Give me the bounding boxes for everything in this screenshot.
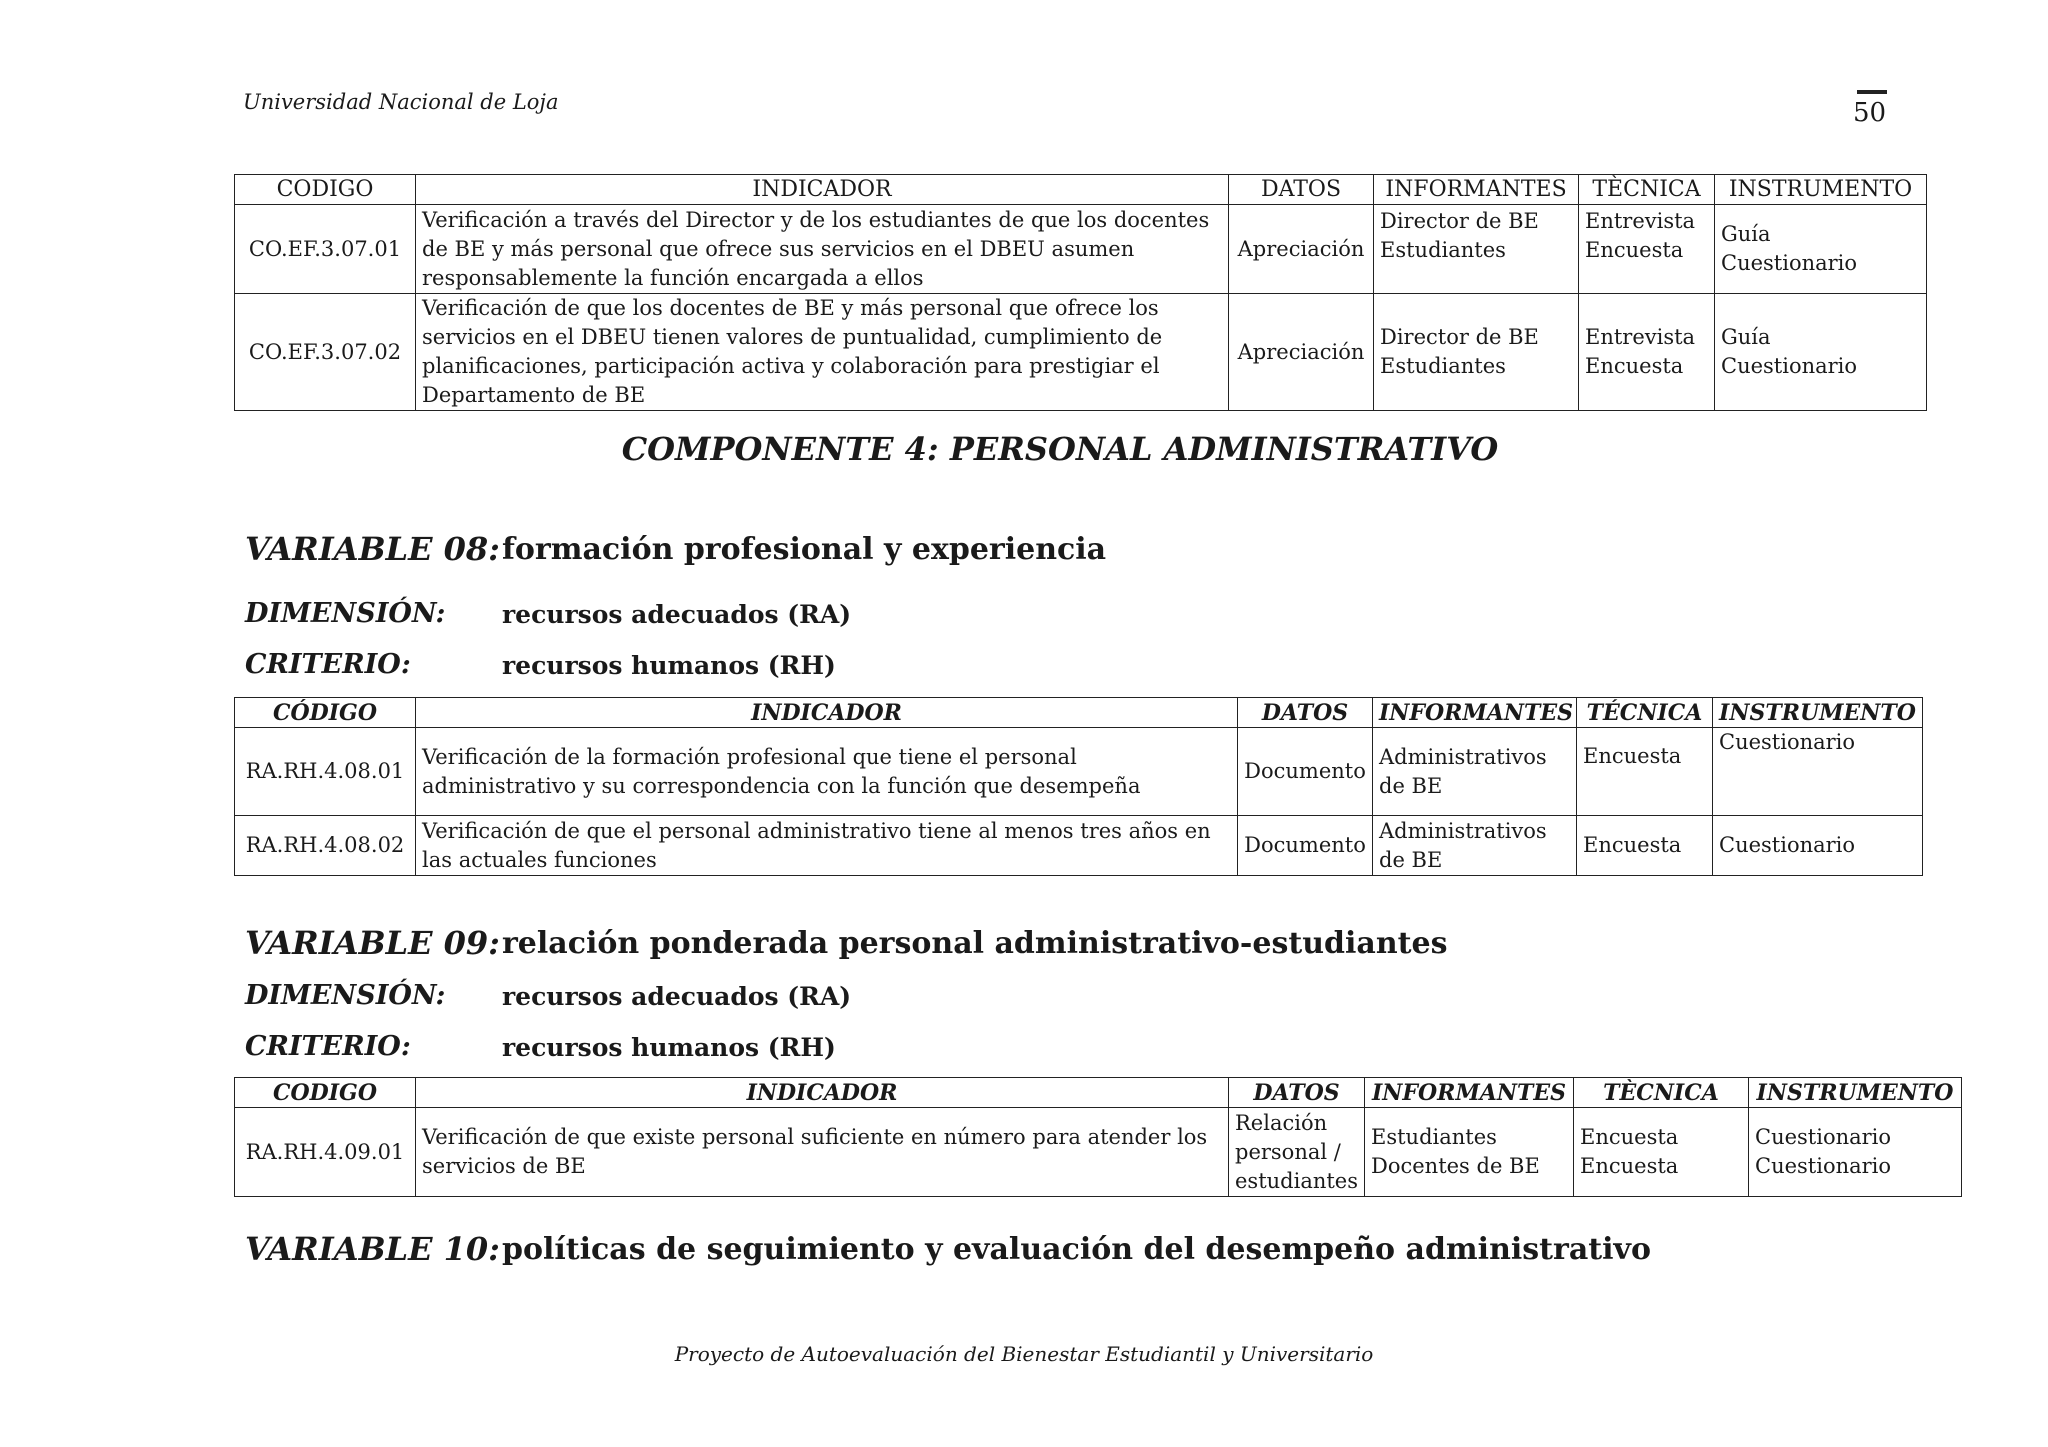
informante-line: Estudiantes — [1380, 238, 1506, 262]
table-component3-indicators — [234, 174, 1927, 411]
page-number: 50 — [1853, 98, 1887, 128]
col-header-indicador: INDICADOR — [416, 1078, 1229, 1108]
cell-datos: Documento — [1238, 816, 1373, 876]
col-header-codigo: CÓDIGO — [235, 698, 416, 728]
cell-informantes: Administrativos de BE — [1373, 816, 1577, 876]
variable-08-dimension-label: DIMENSIÓN: — [245, 598, 446, 629]
variable-08-dimension: recursos adecuados (RA) — [502, 600, 852, 629]
cell-datos: Apreciación — [1229, 205, 1374, 294]
instrumento-line: Cuestionario — [1755, 1154, 1892, 1178]
informante-line: Director de BE — [1380, 209, 1539, 233]
cell-indicador: Verificación de que el personal administrativo tiene al menos tres años en las actuales funciones — [416, 816, 1238, 876]
informante-line: Estudiantes — [1371, 1125, 1497, 1149]
col-header-codigo: CODIGO — [235, 175, 416, 205]
tecnica-line: Encuesta — [1585, 238, 1684, 262]
instrumento-line: Guía — [1721, 222, 1771, 246]
table-row — [235, 728, 1923, 816]
table-row — [235, 816, 1923, 876]
table-header-row — [235, 1078, 1962, 1108]
col-header-informantes: INFORMANTES — [1365, 1078, 1574, 1108]
table-variable-09-indicators — [234, 1077, 1962, 1197]
cell-instrumento: Cuestionario — [1713, 816, 1923, 876]
instrumento-line: Cuestionario — [1721, 354, 1858, 378]
cell-tecnica — [1579, 205, 1715, 294]
component-title: COMPONENTE 4: PERSONAL ADMINISTRATIVO — [621, 430, 1499, 468]
variable-08-criterio-label: CRITERIO: — [245, 649, 411, 680]
tecnica-line: Entrevista — [1585, 325, 1696, 349]
table-row — [235, 1108, 1962, 1197]
variable-09-dimension-label: DIMENSIÓN: — [245, 980, 446, 1011]
col-header-tecnica: TÈCNICA — [1574, 1078, 1749, 1108]
cell-datos: Documento — [1238, 728, 1373, 816]
table-header-row — [235, 175, 1927, 205]
informante-line: Director de BE — [1380, 325, 1539, 349]
variable-08-text: formación profesional y experiencia — [502, 532, 1107, 567]
variable-09-label: VARIABLE 09: — [245, 924, 500, 962]
col-header-instrumento: INSTRUMENTO — [1715, 175, 1927, 205]
col-header-instrumento: INSTRUMENTO — [1749, 1078, 1962, 1108]
cell-datos: Relación personal / estudiantes — [1229, 1108, 1365, 1197]
col-header-instrumento: INSTRUMENTO — [1713, 698, 1923, 728]
cell-instrumento — [1715, 294, 1927, 411]
cell-informantes: Administrativos de BE — [1373, 728, 1577, 816]
col-header-indicador: INDICADOR — [416, 175, 1229, 205]
cell-datos: Apreciación — [1229, 294, 1374, 411]
cell-informantes — [1365, 1108, 1574, 1197]
col-header-informantes: INFORMANTES — [1373, 698, 1577, 728]
cell-tecnica: Encuesta — [1577, 728, 1713, 816]
cell-codigo: RA.RH.4.09.01 — [235, 1108, 416, 1197]
tecnica-line: Entrevista — [1585, 209, 1696, 233]
cell-codigo: RA.RH.4.08.02 — [235, 816, 416, 876]
table-row — [235, 294, 1927, 411]
cell-codigo: RA.RH.4.08.01 — [235, 728, 416, 816]
col-header-tecnica: TÈCNICA — [1579, 175, 1715, 205]
footer-project-title: Proyecto de Autoevaluación del Bienestar Estudiantil y Universitario — [674, 1342, 1374, 1366]
table-row — [235, 205, 1927, 294]
instrumento-line: Cuestionario — [1721, 251, 1858, 275]
col-header-tecnica: TÉCNICA — [1577, 698, 1713, 728]
col-header-datos: DATOS — [1229, 1078, 1365, 1108]
variable-09-dimension: recursos adecuados (RA) — [502, 982, 852, 1011]
informante-line: Estudiantes — [1380, 354, 1506, 378]
cell-instrumento — [1715, 205, 1927, 294]
variable-08-label: VARIABLE 08: — [245, 530, 500, 568]
cell-codigo: CO.EF.3.07.01 — [235, 205, 416, 294]
col-header-codigo: CODIGO — [235, 1078, 416, 1108]
variable-10-label: VARIABLE 10: — [245, 1230, 500, 1268]
cell-informantes — [1374, 294, 1579, 411]
informante-line: Docentes de BE — [1371, 1154, 1540, 1178]
tecnica-line: Encuesta — [1580, 1154, 1679, 1178]
variable-09-criterio: recursos humanos (RH) — [502, 1033, 836, 1062]
col-header-datos: DATOS — [1238, 698, 1373, 728]
cell-codigo: CO.EF.3.07.02 — [235, 294, 416, 411]
variable-09-text: relación ponderada personal administrativo-estudiantes — [502, 926, 1448, 961]
instrumento-line: Guía — [1721, 325, 1771, 349]
tecnica-line: Encuesta — [1585, 354, 1684, 378]
table-header-row — [235, 698, 1923, 728]
cell-indicador: Verificación de que existe personal suficiente en número para atender los servicios de BE — [416, 1108, 1229, 1197]
table-variable-08-indicators — [234, 697, 1923, 876]
col-header-datos: DATOS — [1229, 175, 1374, 205]
cell-indicador: Verificación de la formación profesional que tiene el personal administrativo y su correspondencia con la función que desempeña — [416, 728, 1238, 816]
variable-08-criterio: recursos humanos (RH) — [502, 651, 836, 680]
header-university: Universidad Nacional de Loja — [243, 90, 559, 114]
cell-informantes — [1374, 205, 1579, 294]
instrumento-line: Cuestionario — [1755, 1125, 1892, 1149]
variable-10-text: políticas de seguimiento y evaluación del desempeño administrativo — [502, 1232, 1651, 1267]
cell-indicador: Verificación a través del Director y de los estudiantes de que los docentes de BE y más personal que ofrece sus servicios en el DBEU asumen responsablemente la función encargada a ellos — [416, 205, 1229, 294]
col-header-indicador: INDICADOR — [416, 698, 1238, 728]
cell-tecnica — [1574, 1108, 1749, 1197]
tecnica-line: Encuesta — [1580, 1125, 1679, 1149]
cell-tecnica: Encuesta — [1577, 816, 1713, 876]
cell-tecnica — [1579, 294, 1715, 411]
cell-indicador: Verificación de que los docentes de BE y más personal que ofrece los servicios en el DBEU tienen valores de puntualidad, cumplimiento de planificaciones, participación activa y colaboración para prestigiar el Departamento de BE — [416, 294, 1229, 411]
page-number-rule — [1857, 90, 1887, 94]
col-header-informantes: INFORMANTES — [1374, 175, 1579, 205]
cell-instrumento: Cuestionario — [1713, 728, 1923, 816]
variable-09-criterio-label: CRITERIO: — [245, 1031, 411, 1062]
cell-instrumento — [1749, 1108, 1962, 1197]
